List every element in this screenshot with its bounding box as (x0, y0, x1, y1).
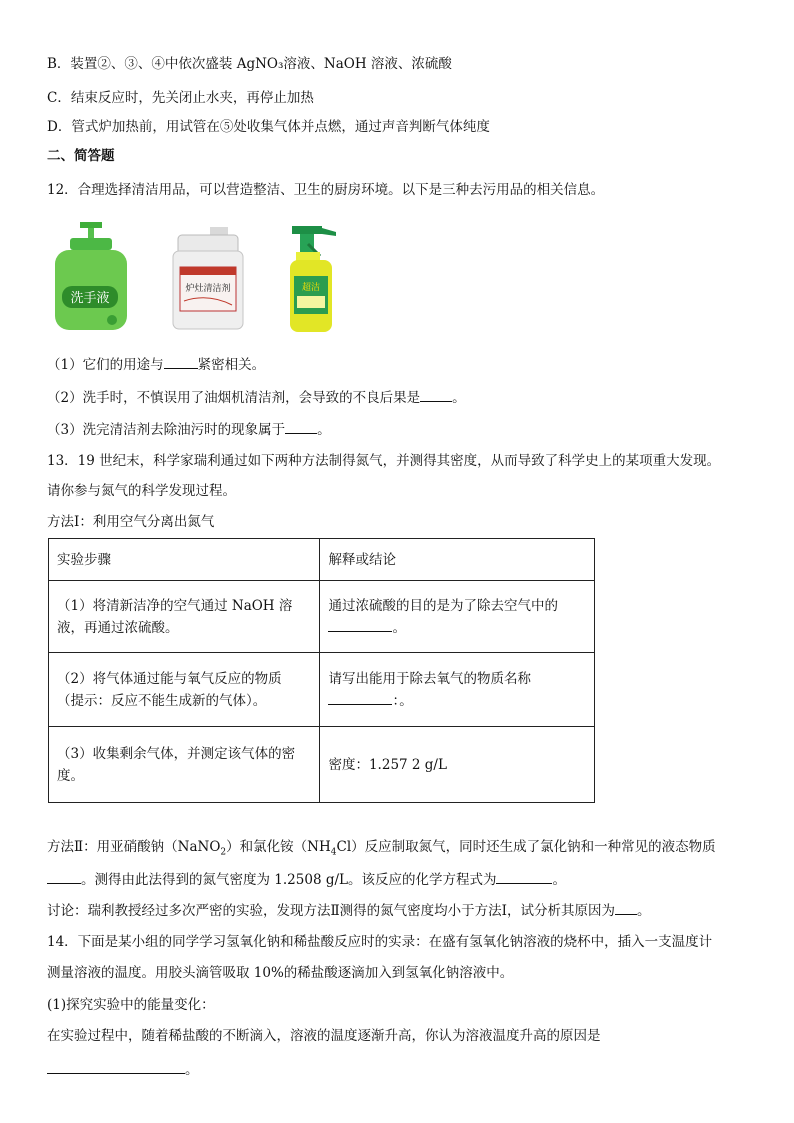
table-cell: 通过浓硫酸的目的是为了除去空气中的 。 (320, 581, 595, 653)
q12-stem: 12．合理选择清洁用品，可以营造整洁、卫生的厨房环境。以下是三种去污用品的相关信息。 (47, 182, 605, 198)
answer-blank[interactable] (615, 900, 637, 915)
answer-blank[interactable] (328, 690, 392, 705)
bottle3-label: 超洁 (301, 283, 321, 293)
answer-blank[interactable] (328, 617, 392, 632)
bottle1-label: 洗手液 (70, 291, 110, 306)
table-header-row (49, 539, 595, 581)
hand-soap-bottle-image (50, 220, 132, 332)
answer-blank[interactable] (164, 354, 198, 369)
q14-stem-line2: 测量溶液的温度。用胶头滴管吸取 10%的稀盐酸逐滴加入到氢氧化钠溶液中。 (47, 965, 514, 981)
section-heading: 二、简答题 (47, 148, 115, 164)
table-cell: 请写出能用于除去氧气的物质名称 ：。 (320, 653, 595, 727)
table-header-step: 实验步骤 (49, 539, 320, 581)
experiment-table (48, 538, 595, 803)
table-cell: （2）将气体通过能与氧气反应的物质 （提示：反应不能生成新的气体）。 (49, 653, 320, 727)
stove-cleaner-jug-image (170, 227, 246, 331)
q14-subheading: (1)探究实验中的能量变化： (47, 997, 215, 1013)
method1-heading: 方法Ⅰ：利用空气分离出氮气 (47, 514, 215, 530)
discussion-line: 讨论：瑞利教授经过多次严密的实验，发现方法Ⅱ测得的氮气密度均小于方法Ⅰ，试分析其原因为 。 (47, 900, 651, 921)
answer-blank[interactable] (47, 869, 81, 884)
table-header-conclusion: 解释或结论 (320, 539, 595, 581)
bottle2-label: 炉灶清洁剂 (185, 284, 231, 294)
option-c: C．结束反应时，先关闭止水夹，再停止加热 (47, 90, 314, 106)
table-row (49, 727, 595, 803)
q14-answer-line: 。 (47, 1059, 199, 1080)
table-row (49, 653, 595, 727)
q12-part1: （1）它们的用途与 紧密相关。 (47, 354, 265, 375)
q14-question-text: 在实验过程中，随着稀盐酸的不断滴入，溶液的温度逐渐升高，你认为溶液温度升高的原因是 (47, 1028, 601, 1044)
q13-stem-line2: 请你参与氮气的科学发现过程。 (47, 483, 236, 499)
table-cell: （3）收集剩余气体，并测定该气体的密 度。 (49, 727, 320, 803)
answer-blank[interactable] (285, 419, 317, 434)
method2-line1: 方法Ⅱ：用亚硝酸钠（NaNO$_2$）和氯化铵$(NH_4Cl)$反应制取氮气，同时还生成了氯化钠和一种常见的液态物质 (47, 839, 716, 858)
table-cell: 密度：1.257 2 g/L (320, 727, 595, 803)
spray-cleaner-bottle-image (286, 222, 342, 334)
q12-part2: （2）洗手时，不慎误用了油烟机清洁剂，会导致的不良后果是 。 (47, 387, 466, 408)
option-b: B．装置②、③、④中依次盛装 AgNO₃溶液、NaOH 溶液、浓硫酸 (47, 56, 452, 72)
answer-blank[interactable] (496, 869, 552, 884)
option-d: D．管式炉加热前，用试管在⑤处收集气体并点燃，通过声音判断气体纯度 (47, 119, 490, 135)
table-cell: （1）将清新洁净的空气通过 NaOH 溶 液，再通过浓硫酸。 (49, 581, 320, 653)
method2-line2: 。测得由此法得到的氮气密度为 1.2508 g/L。该反应的化学方程式为 。 (47, 869, 566, 890)
table-row (49, 581, 595, 653)
answer-blank[interactable] (420, 387, 452, 402)
q14-stem-line1: 14．下面是某小组的同学学习氢氧化钠和稀盐酸反应时的实录：在盛有氢氧化钠溶液的烧杯中，插入一支温度计 (47, 934, 713, 950)
q13-stem-line1: 13．19 世纪末，科学家瑞利通过如下两种方法制得氮气，并测得其密度，从而导致了科学史上的某项重大发现。 (47, 453, 721, 469)
answer-blank[interactable] (47, 1059, 185, 1074)
q12-part3: （3）洗完清洁剂去除油污时的现象属于 。 (47, 419, 331, 440)
